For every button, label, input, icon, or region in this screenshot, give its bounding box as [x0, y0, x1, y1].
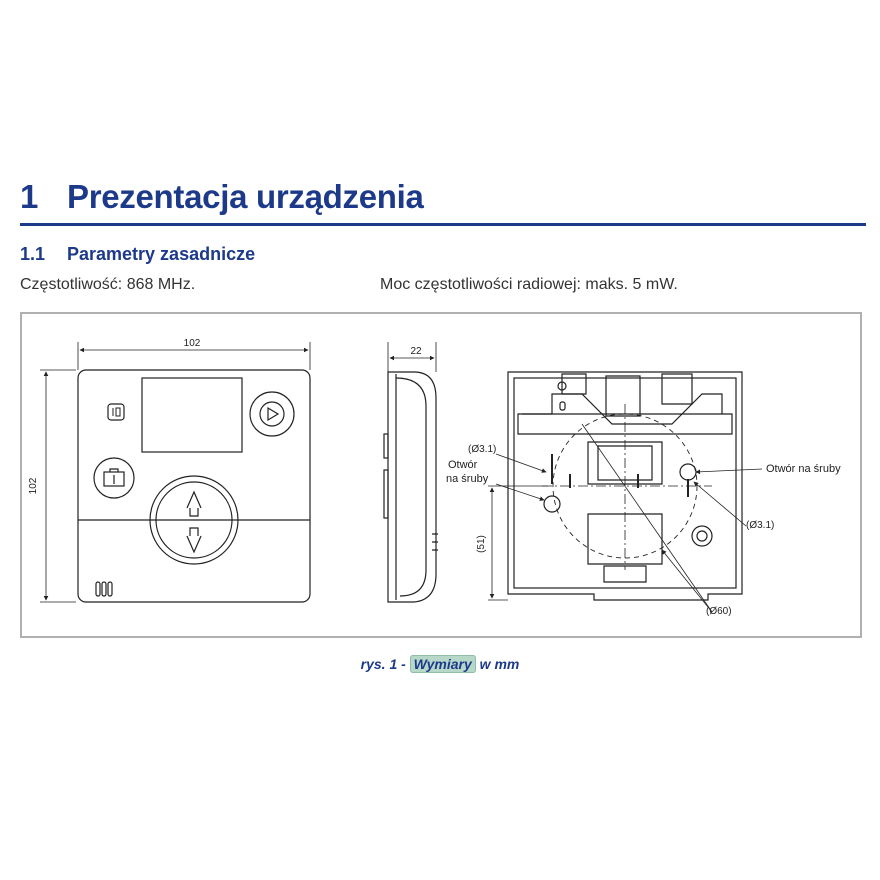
- side-depth-label: 22: [410, 346, 422, 357]
- side-view: [384, 342, 438, 602]
- caption-highlight: Wymiary: [410, 655, 476, 673]
- front-width-label: 102: [183, 338, 201, 349]
- screw-hole-left-line2: na śruby: [446, 473, 489, 485]
- spec-frequency: Częstotliwość: 868 MHz.: [20, 276, 196, 293]
- figure-caption: [0, 656, 880, 672]
- chapter-number: 1: [20, 178, 39, 215]
- spec-power: Moc częstotliwości radiowej: maks. 5 mW.: [380, 276, 678, 293]
- back-view: [488, 372, 762, 612]
- caption-suffix: w mm: [475, 656, 520, 672]
- chapter-divider: [20, 223, 866, 226]
- screw-hole-right-label: Otwór na śruby: [766, 463, 841, 475]
- hole-spacing-label: (51): [476, 535, 487, 553]
- section-number: 1.1: [20, 244, 46, 264]
- dimensions-drawing: [22, 314, 864, 640]
- hole-diam-left-label: (Ø3.1): [468, 444, 497, 455]
- hole-diam-right-label: (Ø3.1): [746, 520, 775, 531]
- section-title: [20, 244, 255, 265]
- dimensions-figure: [20, 312, 862, 638]
- caption-prefix: rys. 1 -: [360, 656, 410, 672]
- section-title-text: Parametry zasadnicze: [67, 244, 256, 264]
- chapter-title: [20, 178, 424, 216]
- screw-hole-left-line1: Otwór: [448, 459, 478, 471]
- chapter-title-text: Prezentacja urządzenia: [67, 178, 424, 215]
- front-height-label: 102: [28, 477, 39, 495]
- front-view: [40, 342, 310, 602]
- circle-diam-label: (Ø60): [706, 606, 732, 617]
